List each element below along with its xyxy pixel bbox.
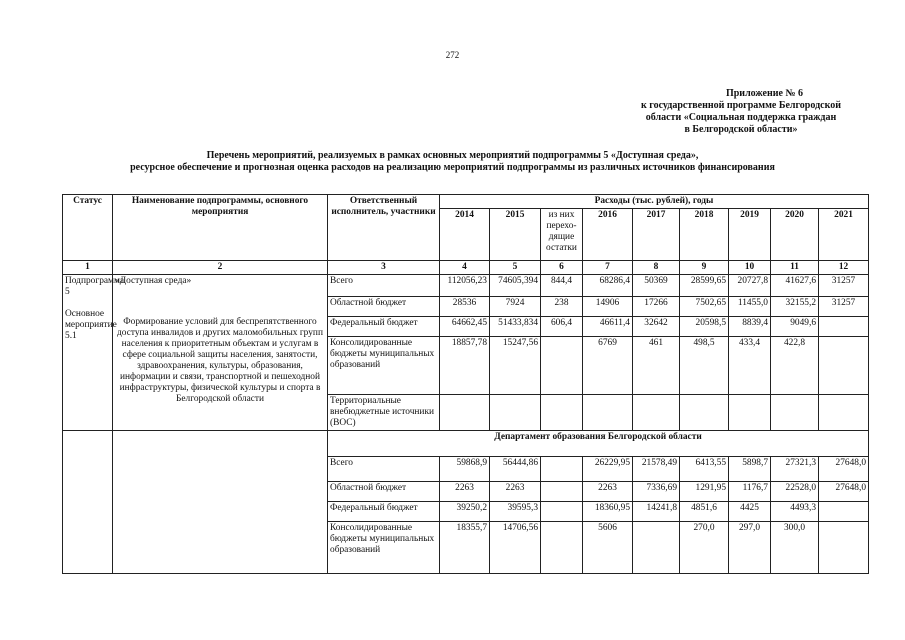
index-cell: 3 — [328, 261, 440, 275]
name-cell-empty — [113, 431, 328, 574]
index-cell: 5 — [490, 261, 541, 275]
value-cell: 28599,65 — [680, 275, 729, 297]
value-cell: 27321,3 — [771, 457, 819, 482]
value-cell: 2263 — [440, 482, 490, 502]
page-number: 272 — [445, 50, 460, 60]
value-cell: 6413,55 — [680, 457, 729, 482]
value-cell: 4493,3 — [771, 502, 819, 522]
index-cell: 6 — [541, 261, 583, 275]
value-cell: 31257 — [819, 275, 869, 297]
value-cell — [819, 317, 869, 337]
source-label: Федеральный бюджет — [328, 502, 440, 522]
value-cell — [541, 457, 583, 482]
source-label: Областной бюджет — [328, 482, 440, 502]
value-cell — [633, 395, 680, 431]
value-cell: 28536 — [440, 297, 490, 317]
name-cell — [113, 275, 328, 431]
value-cell: 41627,6 — [771, 275, 819, 297]
value-cell: 461 — [633, 337, 680, 395]
value-cell: 18355,7 — [440, 522, 490, 574]
value-cell: 7336,69 — [633, 482, 680, 502]
value-cell: 1291,95 — [680, 482, 729, 502]
value-cell: 64662,45 — [440, 317, 490, 337]
activity-name: Формирование условий для беспрепятственного доступа инвалидов и других маломобильных групп населения к приоритетным объектам и услугам в сфере социальной защиты населения, занятости, здравоохранения, культуры, образования, информации и связи, транспортной и пешеходной инфраструктуры, физической культуры и спорта в Белгородской области — [117, 317, 323, 404]
value-cell: 17266 — [633, 297, 680, 317]
index-cell: 12 — [819, 261, 869, 275]
value-cell: 8839,4 — [729, 317, 771, 337]
source-label: Консолидированные бюджеты муниципальных образований — [328, 522, 440, 574]
value-cell: 498,5 — [680, 337, 729, 395]
value-cell: 1176,7 — [729, 482, 771, 502]
value-cell: 68286,4 — [583, 275, 633, 297]
source-label: Областной бюджет — [328, 297, 440, 317]
value-cell: 11455,0 — [729, 297, 771, 317]
value-cell: 112056,23 — [440, 275, 490, 297]
value-cell: 20727,8 — [729, 275, 771, 297]
value-cell — [541, 395, 583, 431]
value-cell: 270,0 — [680, 522, 729, 574]
index-cell: 9 — [680, 261, 729, 275]
value-cell: 844,4 — [541, 275, 583, 297]
header-year: 2018 — [680, 209, 729, 261]
value-cell — [583, 395, 633, 431]
source-label: Всего — [328, 457, 440, 482]
value-cell — [490, 395, 541, 431]
header-carryover: из них перехо-дящие остатки — [541, 209, 583, 261]
value-cell: 2263 — [490, 482, 541, 502]
value-cell: 39595,3 — [490, 502, 541, 522]
value-cell: 297,0 — [729, 522, 771, 574]
header-year: 2016 — [583, 209, 633, 261]
value-cell: 18857,78 — [440, 337, 490, 395]
value-cell: 20598,5 — [680, 317, 729, 337]
source-label: Всего — [328, 275, 440, 297]
appendix-block — [621, 88, 861, 136]
index-cell: 1 — [63, 261, 113, 275]
value-cell: 15247,56 — [490, 337, 541, 395]
value-cell: 4425 — [729, 502, 771, 522]
value-cell: 46611,4 — [583, 317, 633, 337]
header-year: 2017 — [633, 209, 680, 261]
value-cell — [633, 522, 680, 574]
value-cell — [819, 395, 869, 431]
header-year: 2014 — [440, 209, 490, 261]
value-cell — [541, 502, 583, 522]
value-cell — [771, 395, 819, 431]
value-cell — [729, 395, 771, 431]
value-cell: 9049,6 — [771, 317, 819, 337]
value-cell: 14706,56 — [490, 522, 541, 574]
value-cell — [440, 395, 490, 431]
value-cell — [541, 337, 583, 395]
value-cell: 7924 — [490, 297, 541, 317]
value-cell — [541, 522, 583, 574]
value-cell: 14241,8 — [633, 502, 680, 522]
appendix-title: Приложение № 6 — [725, 88, 803, 99]
value-cell: 51433,834 — [490, 317, 541, 337]
value-cell: 606,4 — [541, 317, 583, 337]
value-cell: 31257 — [819, 297, 869, 317]
expenses-table — [62, 194, 869, 574]
appendix-line-1: к государственной программе Белгородской — [641, 100, 841, 111]
source-label: Федеральный бюджет — [328, 317, 440, 337]
header-year: 2021 — [819, 209, 869, 261]
value-cell: 32155,2 — [771, 297, 819, 317]
value-cell — [819, 522, 869, 574]
value-cell: 22528,0 — [771, 482, 819, 502]
value-cell: 56444,86 — [490, 457, 541, 482]
value-cell: 422,8 — [771, 337, 819, 395]
value-cell — [541, 482, 583, 502]
header-executor: Ответственный исполнитель, участники — [328, 195, 440, 261]
appendix-line-3: в Белгородской области» — [684, 124, 798, 135]
index-cell: 10 — [729, 261, 771, 275]
index-cell: 2 — [113, 261, 328, 275]
status-cell-empty — [63, 431, 113, 574]
value-cell: 14906 — [583, 297, 633, 317]
header-year: 2019 — [729, 209, 771, 261]
value-cell — [819, 502, 869, 522]
index-cell: 4 — [440, 261, 490, 275]
value-cell: 5898,7 — [729, 457, 771, 482]
subprogram-name: «Доступная среда» — [115, 276, 192, 286]
header-expenses: Расходы (тыс. рублей), годы — [440, 195, 869, 209]
value-cell: 433,4 — [729, 337, 771, 395]
value-cell: 32642 — [633, 317, 680, 337]
value-cell: 6769 — [583, 337, 633, 395]
header-status: Статус — [63, 195, 113, 261]
status-cell — [63, 275, 125, 431]
source-label: Территориальные внебюджетные источники (ВОС) — [328, 395, 440, 431]
status-activity: Основное мероприятие 5.1 — [65, 309, 117, 341]
value-cell: 238 — [541, 297, 583, 317]
header-year: 2020 — [771, 209, 819, 261]
value-cell: 39250,2 — [440, 502, 490, 522]
value-cell: 7502,65 — [680, 297, 729, 317]
value-cell: 18360,95 — [583, 502, 633, 522]
value-cell — [819, 337, 869, 395]
value-cell: 5606 — [583, 522, 633, 574]
status-subprogram: Подпрограмма 5 — [65, 276, 125, 297]
heading-line-1: Перечень мероприятий, реализуемых в рамках основных мероприятий подпрограммы 5 «Доступная среда», — [206, 150, 699, 161]
value-cell — [680, 395, 729, 431]
source-label: Консолидированные бюджеты муниципальных образований — [328, 337, 440, 395]
appendix-line-2: области «Социальная поддержка граждан — [645, 112, 837, 123]
index-cell: 7 — [583, 261, 633, 275]
index-cell: 11 — [771, 261, 819, 275]
value-cell: 59868,9 — [440, 457, 490, 482]
heading-line-2: ресурсное обеспечение и прогнозная оценка расходов на реализацию мероприятий подпрограммы из различных источников финансирования — [130, 162, 775, 173]
value-cell: 27648,0 — [819, 457, 869, 482]
value-cell: 2263 — [583, 482, 633, 502]
header-year: 2015 — [490, 209, 541, 261]
value-cell: 4851,6 — [680, 502, 729, 522]
index-cell: 8 — [633, 261, 680, 275]
department-title: Департамент образования Белгородской области — [328, 431, 869, 457]
value-cell: 74605,394 — [490, 275, 541, 297]
value-cell: 26229,95 — [583, 457, 633, 482]
header-name: Наименование подпрограммы, основного мероприятия — [113, 195, 328, 261]
value-cell: 300,0 — [771, 522, 819, 574]
document-heading — [0, 150, 905, 174]
value-cell: 21578,49 — [633, 457, 680, 482]
value-cell: 50369 — [633, 275, 680, 297]
value-cell: 27648,0 — [819, 482, 869, 502]
